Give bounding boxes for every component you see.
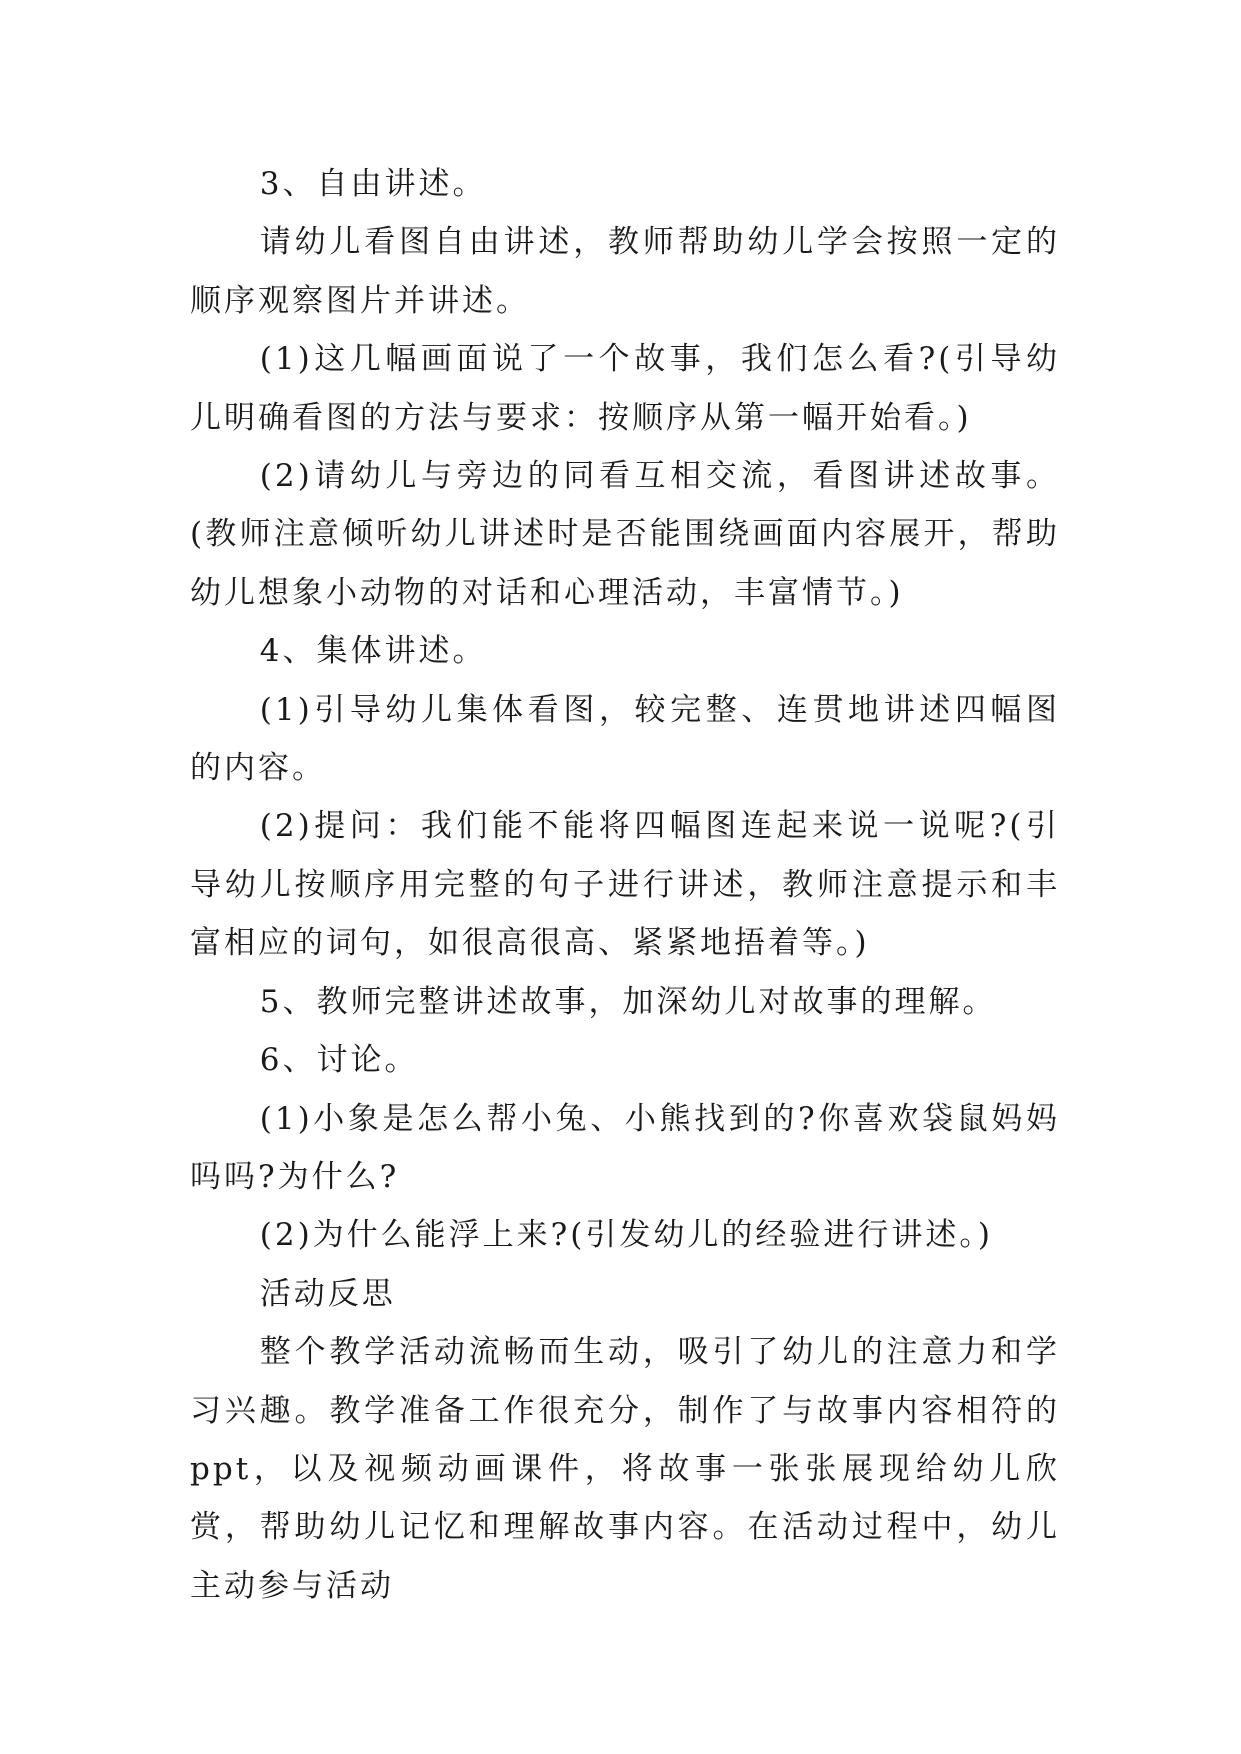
paragraph-step-4: 4、集体讲述。 bbox=[259, 633, 487, 670]
paragraph-step-4-item-1: (1)引导幼儿集体看图，较完整、连贯地讲述四幅图的内容。 bbox=[190, 691, 1060, 787]
section-heading-reflection: 活动反思 bbox=[259, 1275, 396, 1312]
paragraph-step-6: 6、讨论。 bbox=[259, 1042, 419, 1079]
paragraph-step-4-item-2: (2)提问：我们能不能将四幅图连起来说一说呢?(引导幼儿按顺序用完整的句子进行讲述，教师注意提示和丰富相应的词句，如很高很高、紧紧地捂着等。) bbox=[190, 808, 1060, 962]
paragraph-step-5: 5、教师完整讲述故事，加深幼儿对故事的理解。 bbox=[259, 983, 997, 1020]
paragraph-step-3-item-1: (1)这几幅画面说了一个故事，我们怎么看?(引导幼儿明确看图的方法与要求：按顺序从第一幅开始看。) bbox=[190, 341, 1060, 436]
paragraph-step-6-item-1: (1)小象是怎么帮小兔、小熊找到的?你喜欢袋鼠妈妈吗吗?为什么? bbox=[190, 1100, 1060, 1195]
paragraph-step-6-item-2: (2)为什么能浮上来?(引发幼儿的经验进行讲述。) bbox=[259, 1217, 993, 1254]
paragraph-step-3-item-2: (2)请幼儿与旁边的同看互相交流，看图讲述故事。(教师注意倾听幼儿讲述时是否能围绕画面内容展开，帮助幼儿想象小动物的对话和心理活动，丰富情节。) bbox=[190, 458, 1060, 611]
paragraph-reflection: 整个教学活动流畅而生动，吸引了幼儿的注意力和学习兴趣。教学准备工作很充分，制作了与故事内容相符的ppt，以及视频动画课件，将故事一张张展现给幼儿欣赏，帮助幼儿记忆和理解故事内容。在活动过程中，幼儿主动参与活动 bbox=[190, 1334, 1060, 1604]
paragraph-step-3: 3、自由讲述。 bbox=[259, 166, 487, 202]
document-body bbox=[190, 155, 1060, 1615]
paragraph-step-3-desc: 请幼儿看图自由讲述，教师帮助幼儿学会按照一定的顺序观察图片并讲述。 bbox=[190, 224, 1060, 319]
